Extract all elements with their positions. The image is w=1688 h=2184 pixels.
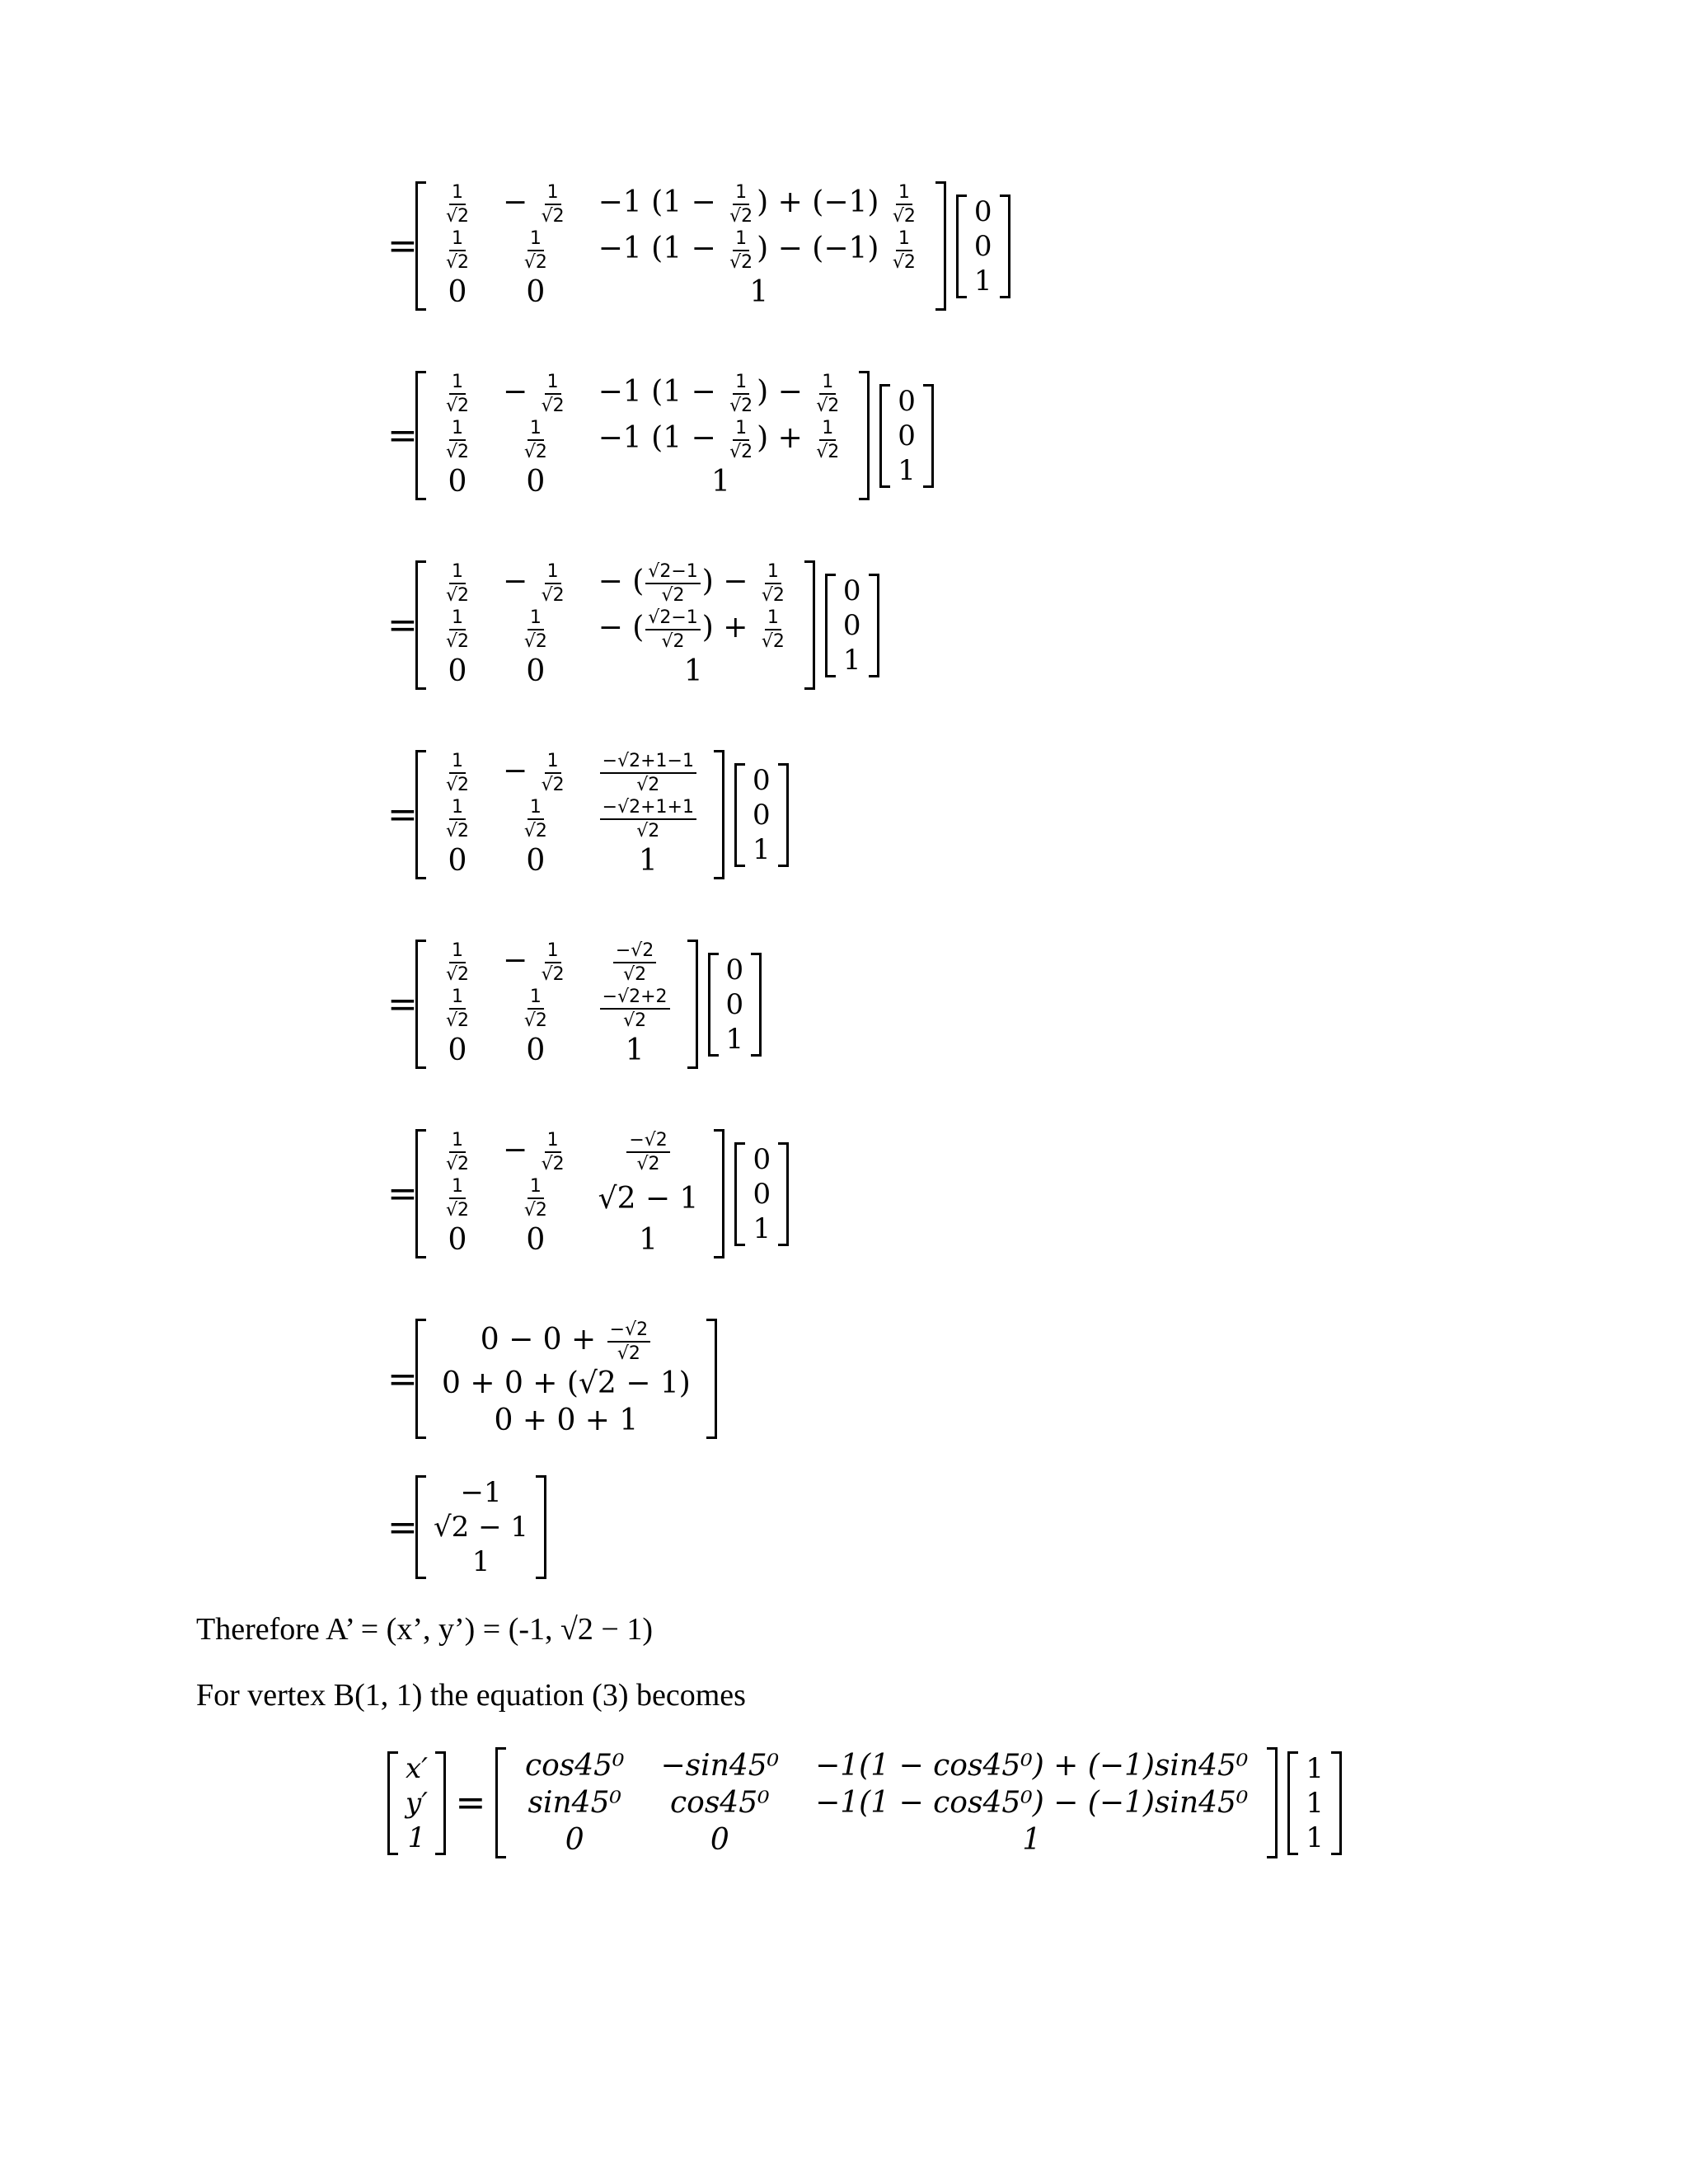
matrix-cell (427, 750, 488, 796)
fraction: $\frac{1}{√2}$ (446, 607, 470, 653)
derivation-step (387, 560, 879, 690)
matrix-cell: − $\frac{1}{√2}$ (488, 940, 584, 986)
point-vector (825, 574, 879, 677)
matrix-cell: −1 (1 − $\frac{1}{√2}$ ) − (−1) $\frac{1}{√2}$ (584, 227, 935, 274)
matrix-cell: −1(1 − cos45⁰) + (−1)sin45⁰ (815, 1749, 1249, 1783)
fraction: $\frac{1}{√2}$ (541, 751, 565, 796)
matrix-cell: − $\frac{1}{√2}$ (488, 1129, 584, 1175)
matrix-cell: √2 − 1 (598, 1181, 699, 1216)
matrix-cell: 1 (753, 1212, 771, 1245)
point-vector (956, 194, 1010, 298)
lhs-vector (387, 1751, 446, 1855)
matrix-cell: 0 (752, 798, 771, 832)
matrix-cell: 1 (1306, 1751, 1325, 1785)
equals-sign: = (387, 1357, 418, 1400)
matrix-cell: − $\frac{1}{√2}$ (488, 560, 584, 607)
equals-sign: = (387, 1506, 418, 1549)
matrix-cell (488, 986, 584, 1032)
matrix-cell: 1 (752, 832, 771, 866)
fraction: $\frac{1}{√2}$ (892, 182, 916, 227)
matrix-cell: 1 (1022, 1823, 1042, 1857)
matrix-cell: 1 (898, 453, 916, 487)
derivation-step (387, 371, 934, 500)
matrix-cell: −1 (1 − $\frac{1}{√2}$ ) + (−1) $\frac{1}{√2}$ (584, 181, 935, 227)
matrix-cell (427, 940, 488, 986)
result-step (387, 1475, 546, 1579)
fraction: $\frac{-√2}{√2}$ (607, 1320, 650, 1363)
matrix-cell (427, 560, 488, 607)
matrix-cell: 0 (526, 275, 546, 310)
matrix-cell (584, 796, 713, 842)
matrix-cell (427, 986, 488, 1032)
matrix-cell: 1 (1306, 1821, 1325, 1854)
fraction: $\frac{-√2}{√2}$ (613, 941, 656, 984)
transform-matrix (415, 560, 815, 690)
matrix-cell: − $\frac{1}{√2}$ (488, 181, 584, 227)
matrix-cell (427, 227, 488, 274)
matrix-cell (488, 607, 584, 653)
equals-sign: = (387, 604, 418, 647)
matrix-cell (488, 796, 584, 842)
matrix-cell: 0 − 0 + $\frac{-√2}{√2}$ (427, 1319, 706, 1365)
matrix-cell: − $\frac{1}{√2}$ (488, 371, 584, 417)
fraction: $\frac{√2-1}{√2}$ (645, 562, 700, 605)
matrix-cell: 1 (725, 1022, 744, 1056)
fraction: $\frac{1}{√2}$ (523, 797, 547, 842)
matrix-cell: cos45⁰ (670, 1786, 770, 1820)
transform-matrix (415, 940, 698, 1069)
fraction: $\frac{1}{√2}$ (523, 987, 547, 1032)
fraction: $\frac{1}{√2}$ (446, 561, 470, 607)
matrix-cell: − ( $\frac{√2-1}{√2}$ ) − $\frac{1}{√2}$ (584, 560, 804, 607)
point-vector (879, 384, 934, 488)
matrix-cell: 1 (842, 643, 861, 677)
conclusion-text: Therefore A’ = (x’, y’) = (-1, √2 − 1) (196, 1612, 653, 1647)
fraction: $\frac{1}{√2}$ (446, 987, 470, 1032)
matrix-cell: 0 (973, 229, 992, 263)
equals-sign: = (387, 794, 418, 837)
fraction: $\frac{1}{√2}$ (446, 1176, 470, 1221)
fraction: $\frac{1}{√2}$ (523, 1176, 547, 1221)
matrix-cell: 0 (842, 608, 861, 642)
derivation-step (387, 181, 1010, 311)
fraction: $\frac{1}{√2}$ (446, 1130, 470, 1175)
fraction: $\frac{1}{√2}$ (761, 561, 785, 607)
fraction: $\frac{1}{√2}$ (446, 228, 470, 274)
matrix-cell: 1 (407, 1821, 426, 1854)
matrix-cell: 0 + 0 + (√2 − 1) (442, 1366, 691, 1401)
fraction: $\frac{-√2}{√2}$ (626, 1131, 669, 1174)
matrix-cell: 0 (448, 844, 467, 879)
matrix-cell: 0 (752, 763, 771, 797)
transform-matrix (415, 750, 724, 879)
fraction: $\frac{-√2+1-1}{√2}$ (600, 752, 696, 794)
matrix-cell (427, 181, 488, 227)
matrix-cell (488, 1175, 584, 1221)
final-equation (387, 1747, 1342, 1858)
fraction: $\frac{1}{√2}$ (541, 182, 565, 227)
matrix-cell: 0 (526, 654, 546, 689)
point-vector (708, 953, 762, 1057)
equals-sign: = (387, 225, 418, 268)
matrix-cell: 0 + 0 + 1 (494, 1404, 639, 1438)
equals-sign: = (387, 415, 418, 457)
matrix-cell: −1 (1 − $\frac{1}{√2}$ ) − $\frac{1}{√2}$ (584, 371, 859, 417)
matrix-cell: 1 (639, 1223, 658, 1258)
matrix-cell (427, 1129, 488, 1175)
matrix-cell (584, 940, 687, 986)
matrix-cell: 0 (565, 1823, 584, 1857)
fraction: $\frac{1}{√2}$ (523, 418, 547, 463)
matrix-cell: 0 (973, 194, 992, 228)
transform-matrix (415, 1129, 724, 1258)
matrix-cell: 0 (526, 1223, 546, 1258)
fraction: $\frac{1}{√2}$ (446, 372, 470, 417)
matrix-cell: −1 (460, 1476, 502, 1509)
matrix-cell: 0 (898, 419, 916, 452)
derivation-step (387, 1129, 789, 1258)
matrix-cell: 1 (749, 275, 769, 310)
rotation-matrix (495, 1747, 1278, 1858)
matrix-cell: − $\frac{1}{√2}$ (488, 750, 584, 796)
matrix-cell: 0 (725, 953, 744, 987)
fraction: $\frac{1}{√2}$ (892, 228, 916, 274)
fraction: $\frac{1}{√2}$ (446, 182, 470, 227)
point-vector (734, 763, 789, 867)
matrix-cell: 0 (526, 465, 546, 499)
matrix-cell: −1 (1 − $\frac{1}{√2}$ ) + $\frac{1}{√2}$ (584, 417, 859, 463)
matrix-cell (584, 986, 687, 1032)
fraction: $\frac{-√2+1+1}{√2}$ (600, 798, 696, 841)
fraction: $\frac{1}{√2}$ (729, 372, 753, 417)
matrix-cell: 0 (898, 384, 916, 418)
sum-step (387, 1319, 717, 1439)
matrix-cell: 0 (526, 844, 546, 879)
fraction: $\frac{1}{√2}$ (446, 940, 470, 986)
matrix-cell: −1(1 − cos45⁰) − (−1)sin45⁰ (815, 1786, 1249, 1820)
fraction: $\frac{-√2+2}{√2}$ (600, 987, 670, 1030)
matrix-cell: 1 (625, 1033, 645, 1068)
matrix-cell: 0 (448, 1223, 467, 1258)
matrix-cell: 1 (683, 654, 703, 689)
fraction: $\frac{1}{√2}$ (541, 940, 565, 986)
matrix-cell: 0 (448, 654, 467, 689)
sum-vector (415, 1319, 717, 1439)
matrix-cell: 0 (448, 465, 467, 499)
result-vector (415, 1475, 546, 1579)
matrix-cell: 0 (842, 574, 861, 607)
matrix-cell: √2 − 1 (434, 1511, 529, 1544)
matrix-cell: 0 (710, 1823, 729, 1857)
matrix-cell: 1 (638, 844, 658, 879)
matrix-cell: 0 (725, 987, 744, 1021)
fraction: $\frac{1}{√2}$ (446, 751, 470, 796)
matrix-cell (488, 417, 584, 463)
matrix-cell: sin45⁰ (528, 1786, 621, 1820)
fraction: $\frac{1}{√2}$ (816, 372, 840, 417)
matrix-cell: 0 (753, 1142, 771, 1176)
matrix-cell: 1 (1306, 1786, 1325, 1820)
matrix-cell (427, 607, 488, 653)
matrix-cell (427, 1175, 488, 1221)
vertex-intro-text: For vertex B(1, 1) the equation (3) becomes (196, 1678, 746, 1713)
equals-sign: = (455, 1782, 486, 1824)
matrix-cell: 1 (471, 1545, 490, 1578)
equals-sign: = (387, 1173, 418, 1216)
matrix-cell: 0 (448, 1033, 467, 1068)
transform-matrix (415, 371, 870, 500)
fraction: $\frac{1}{√2}$ (446, 418, 470, 463)
fraction: $\frac{1}{√2}$ (523, 607, 547, 653)
fraction: $\frac{1}{√2}$ (541, 1130, 565, 1175)
matrix-cell: 0 (526, 1033, 546, 1068)
matrix-cell (427, 796, 488, 842)
matrix-cell (427, 371, 488, 417)
matrix-cell: cos45⁰ (524, 1749, 625, 1783)
matrix-cell (584, 1129, 714, 1175)
matrix-cell (584, 750, 713, 796)
point-vector (734, 1142, 789, 1246)
equals-sign: = (387, 983, 418, 1026)
matrix-cell: 1 (973, 264, 992, 298)
matrix-cell (488, 227, 584, 274)
matrix-cell: y′ (406, 1786, 428, 1820)
fraction: $\frac{1}{√2}$ (729, 228, 753, 274)
point-vector (1287, 1751, 1342, 1855)
matrix-cell: x′ (406, 1751, 428, 1785)
fraction: $\frac{√2-1}{√2}$ (645, 608, 700, 651)
derivation-step (387, 750, 789, 879)
fraction: $\frac{1}{√2}$ (729, 182, 753, 227)
fraction: $\frac{1}{√2}$ (541, 372, 565, 417)
matrix-cell: −sin45⁰ (660, 1749, 780, 1783)
matrix-cell: 0 (753, 1177, 771, 1211)
fraction: $\frac{1}{√2}$ (523, 228, 547, 274)
transform-matrix (415, 181, 946, 311)
matrix-cell (427, 417, 488, 463)
fraction: $\frac{1}{√2}$ (816, 418, 840, 463)
derivation-step (387, 940, 762, 1069)
matrix-cell: − ( $\frac{√2-1}{√2}$ ) + $\frac{1}{√2}$ (584, 607, 804, 653)
matrix-cell: 0 (448, 275, 467, 310)
matrix-cell: 1 (711, 465, 730, 499)
fraction: $\frac{1}{√2}$ (541, 561, 565, 607)
fraction: $\frac{1}{√2}$ (729, 418, 753, 463)
fraction: $\frac{1}{√2}$ (761, 607, 785, 653)
fraction: $\frac{1}{√2}$ (446, 797, 470, 842)
